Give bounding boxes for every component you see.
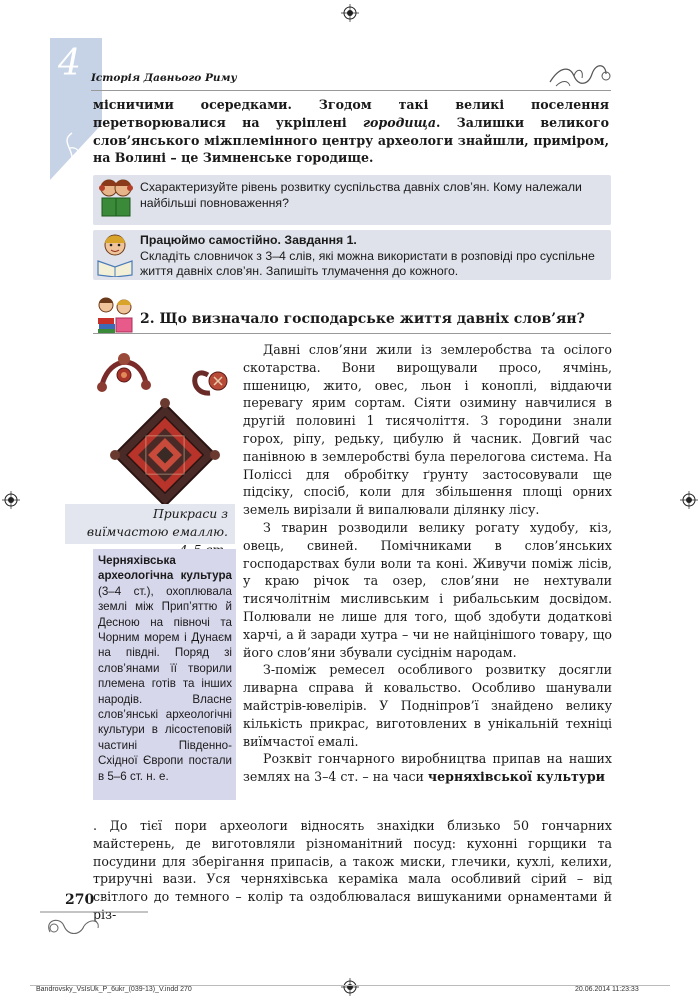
sidebar-term: Черняхівська археологічна культура	[98, 554, 232, 583]
sidebar-term-dates: (3–4 ст.)	[98, 584, 151, 598]
figure-caption: Прикраси з виїмчастою емаллю.	[86, 506, 228, 539]
flourish-left-ornament-icon	[52, 128, 92, 208]
registration-mark-left	[2, 491, 20, 509]
paragraph-agriculture: Давні слов’яни жили із землеробства та осілого скотарства. Вони вирощували просо, ячмінь, пшеницю, жито, овес, льон і коноплі, віддаючи перевагу ярим сортам. Сіяти озимину навчилися в другій половині 1 тисячоліття. З городини знали горох, ріпу, редьку, цибулю й часник. Довгий час панівною в землеробстві була перелогова система. На Поліссі для обробітку ґрунту застосовували ще підсіку, спосіб, коли для збільшення площі орних земель вирізали й випалювали ділянку лісу.	[243, 342, 612, 518]
footer-flourish-icon	[40, 906, 150, 940]
registration-mark-bottom	[341, 978, 359, 996]
chapter-number: 4	[58, 43, 81, 84]
chapter-title: Історія Давнього Риму	[91, 72, 237, 84]
header-flourish-icon	[548, 58, 612, 90]
pottery-culture-term: черняхівської культури	[427, 769, 605, 785]
children-reading-icon	[96, 176, 136, 220]
section-rule	[93, 333, 611, 334]
section-title: 2. Що визначало господарське життя давніх слов’ян?	[140, 311, 585, 327]
boy-with-book-icon	[94, 231, 136, 277]
registration-mark-top	[341, 4, 359, 22]
paragraph-pottery-start: Розквіт гончарного виробництва припав на наших землях на 3–4 ст. – на часи черняхівської культури	[243, 751, 612, 785]
independent-task-text: Складіть словничок з 3–4 слів, які можна використати в розповіді про суспільне життя давніх слов’ян. Запишіть тлумачення до кожного.	[140, 248, 595, 278]
independent-task-content	[140, 233, 605, 280]
footer-timestamp: 20.06.2014 11:23:33	[575, 986, 639, 993]
kids-with-books-icon	[94, 294, 136, 336]
task-question-text: Схарактеризуйте рівень розвитку суспільства давніх слов’ян. Кому належали найбільші повноваження?	[140, 180, 582, 210]
sidebar-definition	[98, 553, 232, 784]
paragraph-crafts: З-поміж ремесел особливого розвитку досягли ливарна справа й ковальство. Особливо шанували майстрів-ювелірів. У Подніпров’ї знайдено велику кількість прикрас, виготовлених в унікальній техніці виїмчастої емалі.	[243, 662, 612, 749]
registration-mark-right	[680, 491, 698, 509]
independent-task-heading: Працюймо самостійно. Завдання 1.	[140, 233, 357, 247]
paragraph-livestock: З тварин розводили велику рогату худобу, кіз, овець, свиней. Помічниками в слов’янських господарствах були воли та коні. Живучи поміж лісів, у краю річок та озер, слов’яни не нехтували тисячолітнім мисливським і рибальським досвідом. Полювали не лише для того, щоб здобути додаткові харчі, а й заради хутра – чи не найцінішого товару, що його слов’яни збували сусіднім народам.	[243, 519, 612, 660]
intro-paragraph: місничими осередками. Згодом такі великі поселення перетворювалися на укріплені городища. Залишки великого слов’янського міжплемінного центру археологи знайшли, приміром, на Волині – це Зимненське городище.	[93, 97, 609, 166]
page-number: 270	[65, 892, 95, 908]
sidebar-text: , охоплювала землі між Прип’яттю й Десною на півночі та Чорним морем і Дунаєм на півдні. Поряд зі слов’янами її творили племена готів та інших народів. Власне слов’янські археологічні культури в лісостеповій частині Південно-Східної Європи постали в 5–6 ст. н. е.	[98, 584, 232, 783]
pottery-paragraph: . До тієї пори археологи відносять знахідки близько 50 гончарних майстерень, де виготовляли різноманітний посуд: кухонні горщики та посудини для зберігання припасів, а також миски, глечики, кухлі, келихи, триручні вази. Уся черняхівська кераміка мала особливий сірий – від світлого до темного – колір та оздоблювалася вишуканими орнаментами й різ-	[93, 818, 612, 922]
main-text-column	[243, 341, 612, 786]
enamel-ornaments-image	[90, 345, 240, 505]
header-rule	[91, 90, 611, 91]
footer-file-info: Bandrovsky_VsIsUk_P_6ukr_(039-13)_V.indd 270	[36, 986, 192, 993]
